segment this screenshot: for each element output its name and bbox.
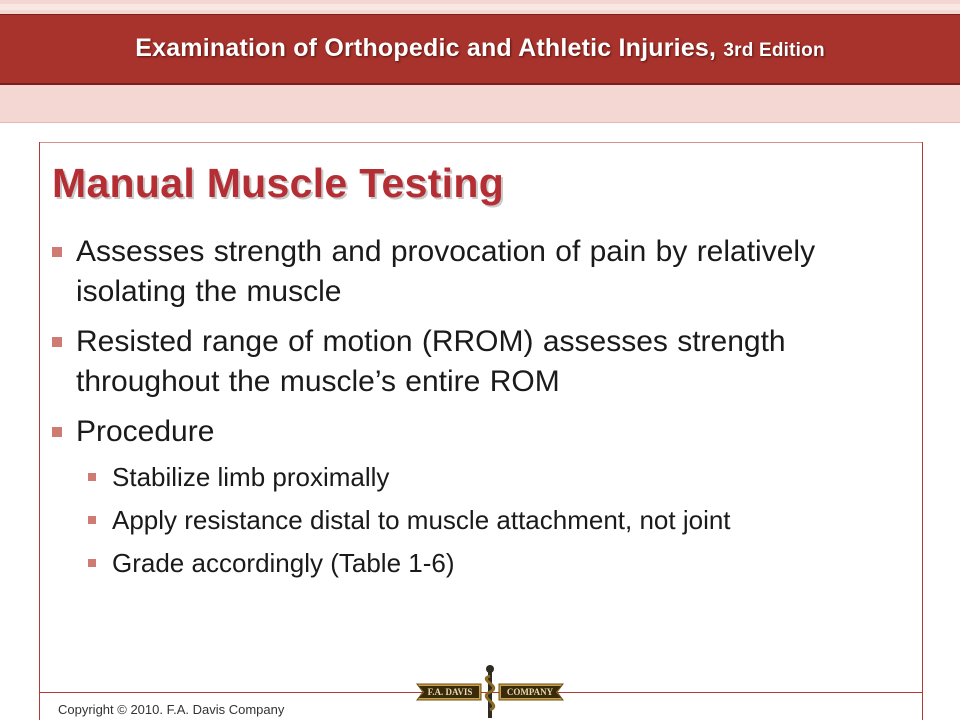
bullet-item <box>52 412 882 452</box>
square-bullet-icon <box>88 473 96 481</box>
logo-left-text: F.A. DAVIS <box>427 687 473 697</box>
square-bullet-icon <box>52 247 62 257</box>
bullet-list <box>52 232 882 589</box>
sub-bullet-item <box>88 460 882 494</box>
bullet-text: Assesses strength and provocation of pain by relatively isolating the muscle <box>76 235 816 308</box>
bullet-text: Procedure <box>76 415 215 448</box>
book-title-main: Examination of Orthopedic and Athletic Injuries, <box>135 34 717 62</box>
square-bullet-icon <box>88 559 96 567</box>
sub-bullet-text: Apply resistance distal to muscle attachment, not joint <box>112 505 731 535</box>
bullet-text: Resisted range of motion (RROM) assesses strength throughout the muscle’s entire ROM <box>76 325 786 398</box>
copyright-text: Copyright © 2010. F.A. Davis Company <box>58 702 285 717</box>
slide-title: Manual Muscle Testing <box>52 160 505 206</box>
square-bullet-icon <box>88 516 96 524</box>
book-title <box>0 34 960 63</box>
square-bullet-icon <box>52 337 62 347</box>
sub-bullet-item <box>88 503 882 537</box>
content-frame-right <box>922 142 923 720</box>
square-bullet-icon <box>52 427 62 437</box>
content-frame-left <box>39 142 40 720</box>
sub-bullet-item <box>88 546 882 580</box>
header-highlight-line <box>0 4 960 10</box>
bullet-item <box>52 232 882 312</box>
sub-bullet-text: Stabilize limb proximally <box>112 462 390 492</box>
bullet-item <box>52 322 882 402</box>
book-title-edition: 3rd Edition <box>723 40 825 61</box>
sub-bullet-text: Grade accordingly (Table 1-6) <box>112 548 455 578</box>
logo-right-text: COMPANY <box>506 687 554 697</box>
fa-davis-logo <box>415 664 565 720</box>
content-frame-top <box>39 142 923 143</box>
